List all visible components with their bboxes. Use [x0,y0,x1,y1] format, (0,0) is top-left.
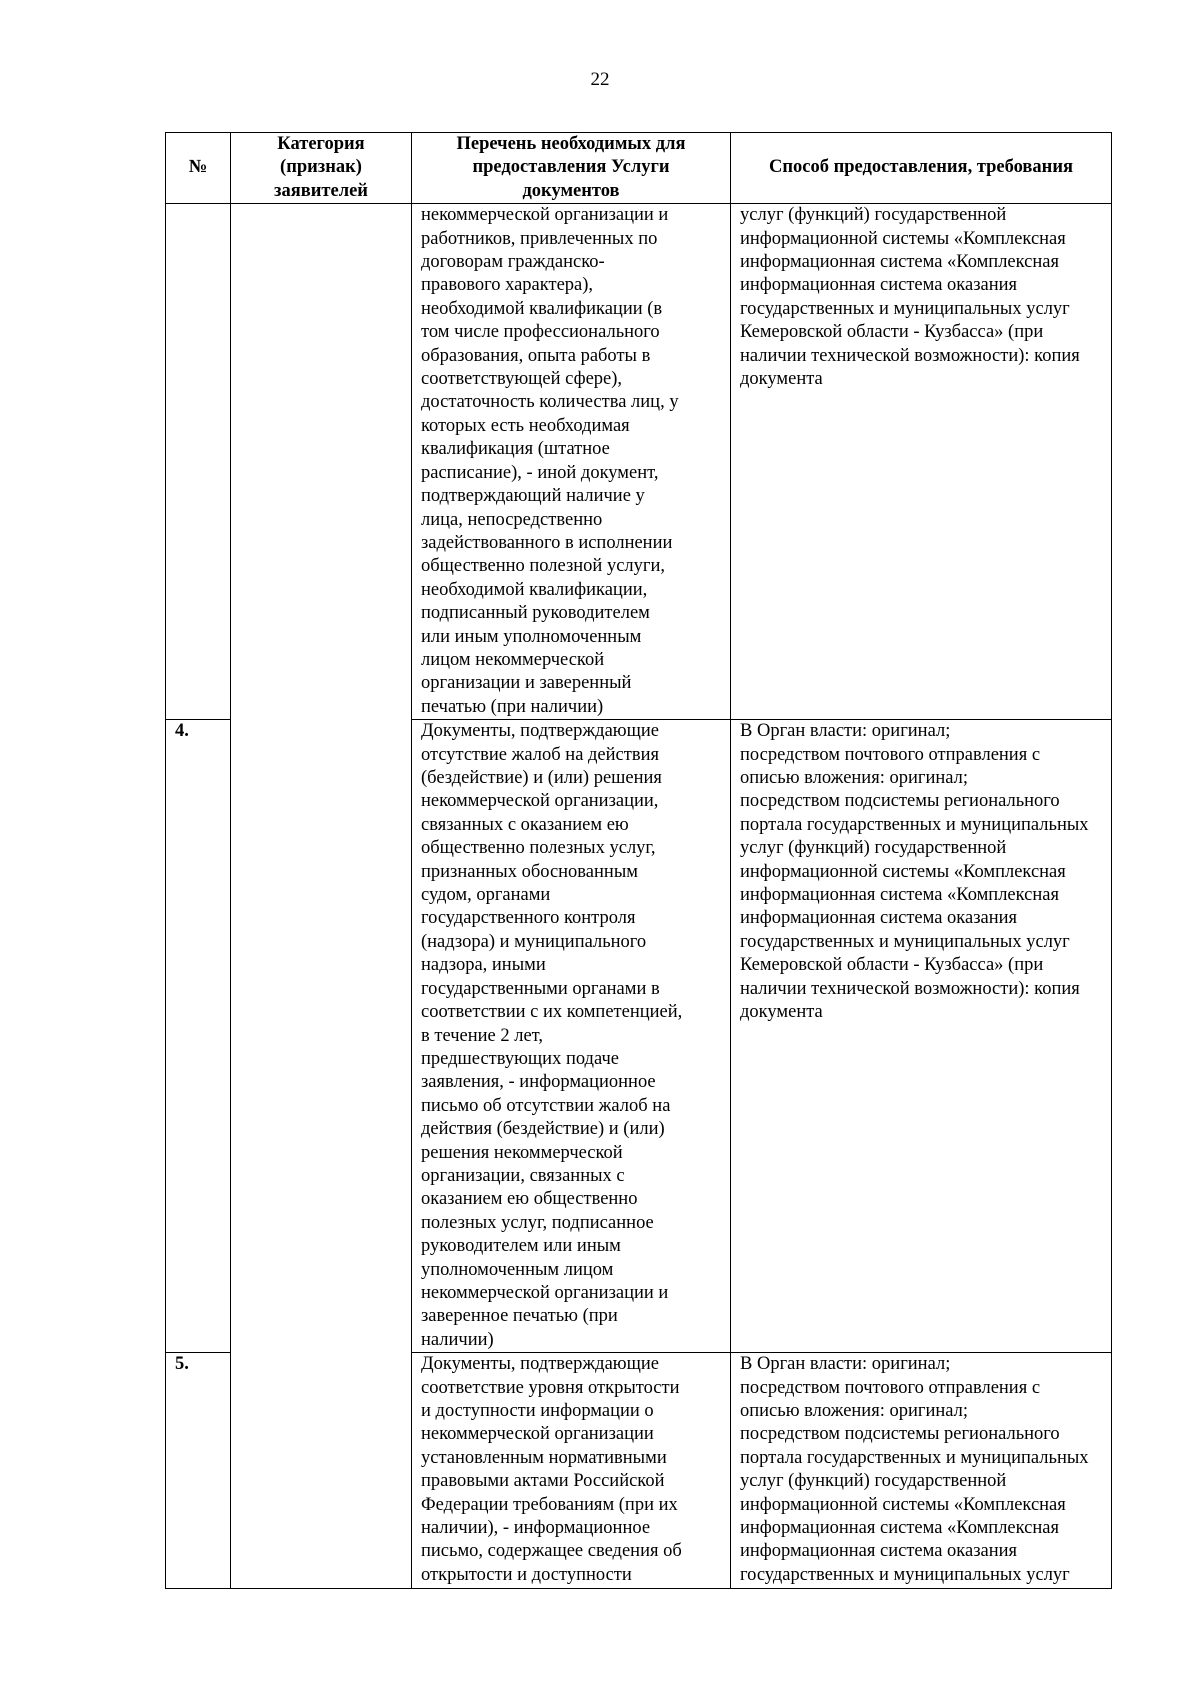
header-documents: Перечень необходимых для предоставления Услуги документов [412,133,731,204]
row-number: 5. [166,1353,231,1589]
method-cell: В Орган власти: оригинал; посредством почтового отправления с описью вложения: оригинал; посредством подсистемы регионального портала государственных и муниципальных услуг (функций) государственной информационной системы «Комплексная информационная система «Комплексная информационная система оказания государственных и муниципальных услуг Кемеровской области - Кузбасса» (при наличии технической возможности): копия документа [731,720,1112,1353]
table-header-row [166,133,1112,204]
method-cell: услуг (функций) государственной информационной системы «Комплексная информационная система «Комплексная информационная система оказания государственных и муниципальных услуг Кемеровской области - Кузбасса» (при наличии технической возможности): копия документа [731,204,1112,720]
documents-cell: Документы, подтверждающие соответствие уровня открытости и доступности информации о некоммерческой организации установленным нормативными правовыми актами Российской Федерации требованиям (при их наличии), - информационное письмо, содержащее сведения об открытости и доступности [412,1353,731,1589]
header-method: Способ предоставления, требования [731,133,1112,204]
method-cell: В Орган власти: оригинал; посредством почтового отправления с описью вложения: оригинал; посредством подсистемы регионального портала государственных и муниципальных услуг (функций) государственной информационной системы «Комплексная информационная система «Комплексная информационная система оказания государственных и муниципальных услуг [731,1353,1112,1589]
row-number: 4. [166,720,231,1353]
documents-cell: некоммерческой организации и работников, привлеченных по договорам гражданско- правового характера), необходимой квалификации (в том числе профессионального образования, опыта работы в соответствующей сфере), достаточность количества лиц, у которых есть необходимая квалификация (штатное расписание), - иной документ, подтверждающий наличие у лица, непосредственно задействованного в исполнении общественно полезной услуги, необходимой квалификации, подписанный руководителем или иным уполномоченным лицом некоммерческой организации и заверенный печатью (при наличии) [412,204,731,720]
row-number [166,204,231,720]
documents-cell: Документы, подтверждающие отсутствие жалоб на действия (бездействие) и (или) решения некоммерческой организации, связанных с оказанием ею общественно полезных услуг, признанных обоснованным судом, органами государственного контроля (надзора) и муниципального надзора, иными государственными органами в соответствии с их компетенцией, в течение 2 лет, предшествующих подаче заявления, - информационное письмо об отсутствии жалоб на действия (бездействие) и (или) решения некоммерческой организации, связанных с оказанием ею общественно полезных услуг, подписанное руководителем или иным уполномоченным лицом некоммерческой организации и заверенное печатью (при наличии) [412,720,731,1353]
documents-table [165,132,1112,1589]
page-number: 22 [590,69,610,90]
header-number: № [166,133,231,204]
category-cell [231,204,412,1589]
table-row [166,204,1112,720]
header-category: Категория (признак) заявителей [231,133,412,204]
